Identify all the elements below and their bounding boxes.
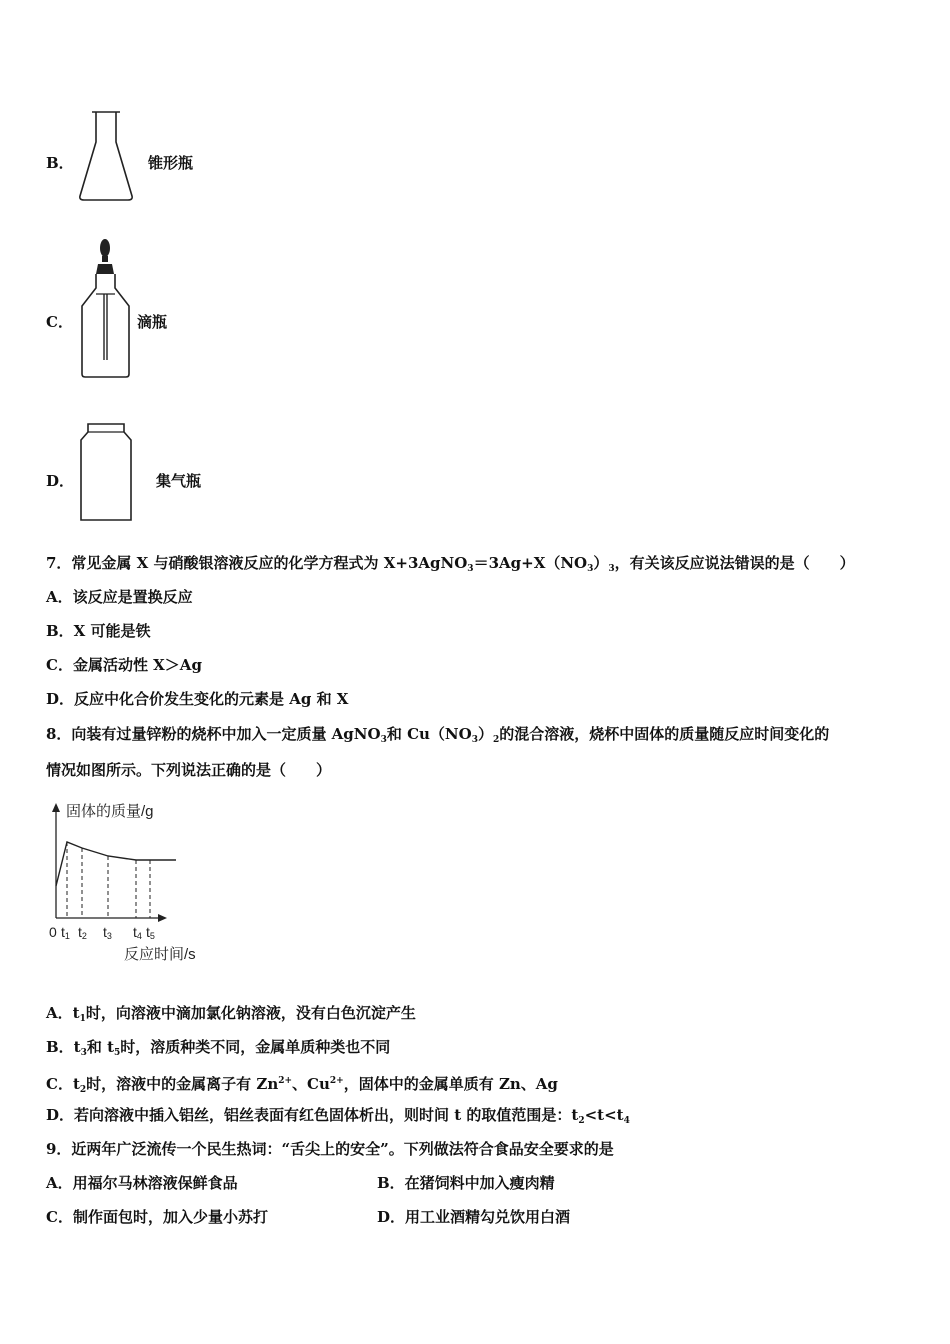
question-9-option-b: B．在猪饲料中加入瘦肉精 [377,1174,555,1192]
chart-tick-label-t3: t3 [103,924,112,941]
chart-tick-label-t1: t1 [61,924,70,941]
apparatus-b-letter: B． [46,154,74,172]
question-9-option-c: C．制作面包时，加入少量小苏打 [46,1208,268,1226]
dropper-bottle-image [78,238,134,380]
solid-mass-chart [40,798,220,968]
conical-flask-image [76,108,136,204]
question-8-option-a: A．$t_1$时，向溶液中滴加氯化钠溶液，没有白色沉淀产生 [46,1004,416,1024]
chart-origin-label: 0 [49,924,57,940]
question-7-option-d: D．反应中化合价发生变化的元素是 Ag 和 X [46,690,349,708]
question-8-option-d: D．若向溶液中插入铝丝，铝丝表面有红色固体析出，则时间 t 的取值范围是：$t_2<t<t_4$ [46,1106,630,1126]
chart-guides [67,842,150,918]
question-8-option-c: C．$t_2$时，溶液中的金属离子有 $Zn^{2+}$、$Cu^{2+}$，固体中的金属单质有 Zn、Ag [46,1075,558,1095]
chart-tick-label-t2: t2 [78,924,87,941]
question-8-stem-line1: 8．向装有过量锌粉的烧杯中加入一定质量 AgNO$_3$和 $Cu(NO_3)_2$的混合溶液，烧杯中固体的质量随反应时间变化的 [46,725,830,745]
question-9-option-d: D．用工业酒精勾兑饮用白酒 [377,1208,571,1226]
chart-tick-label-t5: t5 [146,924,155,941]
apparatus-b-name: 锥形瓶 [148,154,194,172]
gas-collecting-bottle-image [78,422,134,524]
chart-tick-labels [61,924,155,941]
chart-y-axis-label: 固体的质量/g [66,803,154,820]
apparatus-c-letter: C． [46,313,73,331]
question-7-option-c: C．金属活动性 X＞Ag [46,656,202,674]
question-9-option-a: A．用福尔马林溶液保鲜食品 [46,1174,238,1192]
question-7-option-a: A．该反应是置换反应 [46,588,193,606]
chart-x-axis-arrow [158,914,167,922]
chart-x-axis-label: 反应时间/s [124,946,196,963]
question-7-option-b: B．X 可能是铁 [46,622,151,640]
question-7-stem: 7．常见金属 X 与硝酸银溶液反应的化学方程式为 $X+3AgNO_3=3Ag+X(NO_3)_3$，有关该反应说法错误的是（ ） [46,554,855,574]
question-8-stem-line2: 情况如图所示。下列说法正确的是（ ） [46,761,332,779]
question-8-option-b: B．$t_3$和 $t_5$时，溶质种类不同，金属单质种类也不同 [46,1038,391,1058]
chart-series-line [56,842,176,886]
apparatus-d-name: 集气瓶 [156,472,202,490]
question-9-stem: 9．近两年广泛流传一个民生热词：“舌尖上的安全”。下列做法符合食品安全要求的是 [46,1140,614,1158]
chart-tick-label-t4: t4 [133,924,142,941]
apparatus-d-letter: D． [46,472,75,490]
chart-y-axis-arrow [52,803,60,812]
apparatus-c-name: 滴瓶 [137,313,168,331]
